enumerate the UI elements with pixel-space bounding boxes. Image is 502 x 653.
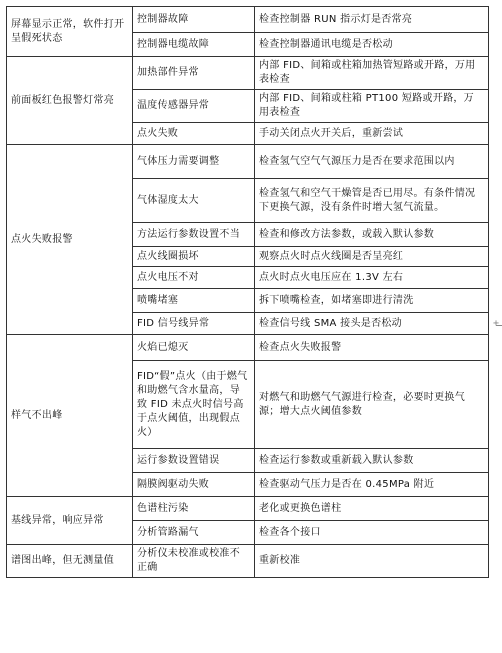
fault-cause-cell: 加热部件异常 <box>133 57 255 90</box>
solution-cell: 拆下喷嘴检查，如堵塞即进行清洗 <box>255 289 489 313</box>
solution-cell: 重新校准 <box>255 545 489 578</box>
fault-symptom-cell: 基线异常，响应异常 <box>7 497 133 545</box>
solution-cell: 检查各个接口 <box>255 521 489 545</box>
fault-cause-cell: 火焰已熄灭 <box>133 335 255 361</box>
solution-cell: 点火时点火电压应在 1.3V 左右 <box>255 267 489 289</box>
fault-cause-cell: 分析仪未校准或校准不正确 <box>133 545 255 578</box>
table-row <box>7 7 489 33</box>
table-row <box>7 497 489 521</box>
fault-cause-cell: 气体湿度太大 <box>133 179 255 223</box>
fault-cause-cell: 点火失败 <box>133 123 255 145</box>
fault-symptom-cell: 点火失败报警 <box>7 145 133 335</box>
solution-cell: 手动关闭点火开关后，重新尝试 <box>255 123 489 145</box>
solution-cell: 内部 FID、间箱或柱箱 PT100 短路或开路，万用表检查 <box>255 90 489 123</box>
fault-cause-cell: 方法运行参数设置不当 <box>133 223 255 247</box>
fault-symptom-cell: 样气不出峰 <box>7 335 133 497</box>
fault-cause-cell: FID 信号线异常 <box>133 313 255 335</box>
table-row <box>7 145 489 179</box>
solution-cell: 检查运行参数或重新载入默认参数 <box>255 449 489 473</box>
fault-cause-cell: 运行参数设置错误 <box>133 449 255 473</box>
solution-cell: 检查和修改方法参数，或载入默认参数 <box>255 223 489 247</box>
solution-cell: 检查信号线 SMA 接头是否松动 <box>255 313 489 335</box>
solution-cell: 对燃气和助燃气气源进行检查，必要时更换气源；增大点火阈值参数 <box>255 361 489 449</box>
troubleshooting-table-container <box>6 6 488 578</box>
fault-cause-cell: 点火电压不对 <box>133 267 255 289</box>
fault-cause-cell: FID“假”点火（由于燃气和助燃气含水量高，导致 FID 未点火时信号高于点火阈值，出现假点火） <box>133 361 255 449</box>
fault-cause-cell: 控制器电缆故障 <box>133 33 255 57</box>
fault-cause-cell: 点火线圈损坏 <box>133 247 255 267</box>
fault-cause-cell: 色谱柱污染 <box>133 497 255 521</box>
fault-cause-cell: 喷嘴堵塞 <box>133 289 255 313</box>
table-body <box>7 7 489 578</box>
solution-cell: 内部 FID、间箱或柱箱加热管短路或开路，万用表检查 <box>255 57 489 90</box>
solution-cell: 老化或更换色谱柱 <box>255 497 489 521</box>
table-row <box>7 335 489 361</box>
fault-symptom-cell: 前面板红色报警灯常亮 <box>7 57 133 145</box>
solution-cell: 检查控制器通讯电缆是否松动 <box>255 33 489 57</box>
table-row <box>7 545 489 578</box>
solution-cell: 检查氢气和空气干燥管是否已用尽。有条件情况下更换气源，没有条件时增大氢气流量。 <box>255 179 489 223</box>
solution-cell: 观察点火时点火线圈是否呈亮红 <box>255 247 489 267</box>
solution-cell: 检查驱动气压力是否在 0.45MPa 附近 <box>255 473 489 497</box>
table-row <box>7 57 489 90</box>
add-icon[interactable]: + <box>493 318 500 329</box>
fault-symptom-cell: 屏幕显示正常，软件打开呈假死状态 <box>7 7 133 57</box>
troubleshooting-table <box>6 6 489 578</box>
fault-cause-cell: 温度传感器异常 <box>133 90 255 123</box>
fault-cause-cell: 分析管路漏气 <box>133 521 255 545</box>
fault-cause-cell: 气体压力需要调整 <box>133 145 255 179</box>
solution-cell: 检查点火失败报警 <box>255 335 489 361</box>
solution-cell: 检查控制器 RUN 指示灯是否常亮 <box>255 7 489 33</box>
solution-cell: 检查氢气空气气源压力是否在要求范围以内 <box>255 145 489 179</box>
fault-cause-cell: 控制器故障 <box>133 7 255 33</box>
fault-symptom-cell: 谱图出峰，但无测量值 <box>7 545 133 578</box>
fault-cause-cell: 隔膜阀驱动失败 <box>133 473 255 497</box>
